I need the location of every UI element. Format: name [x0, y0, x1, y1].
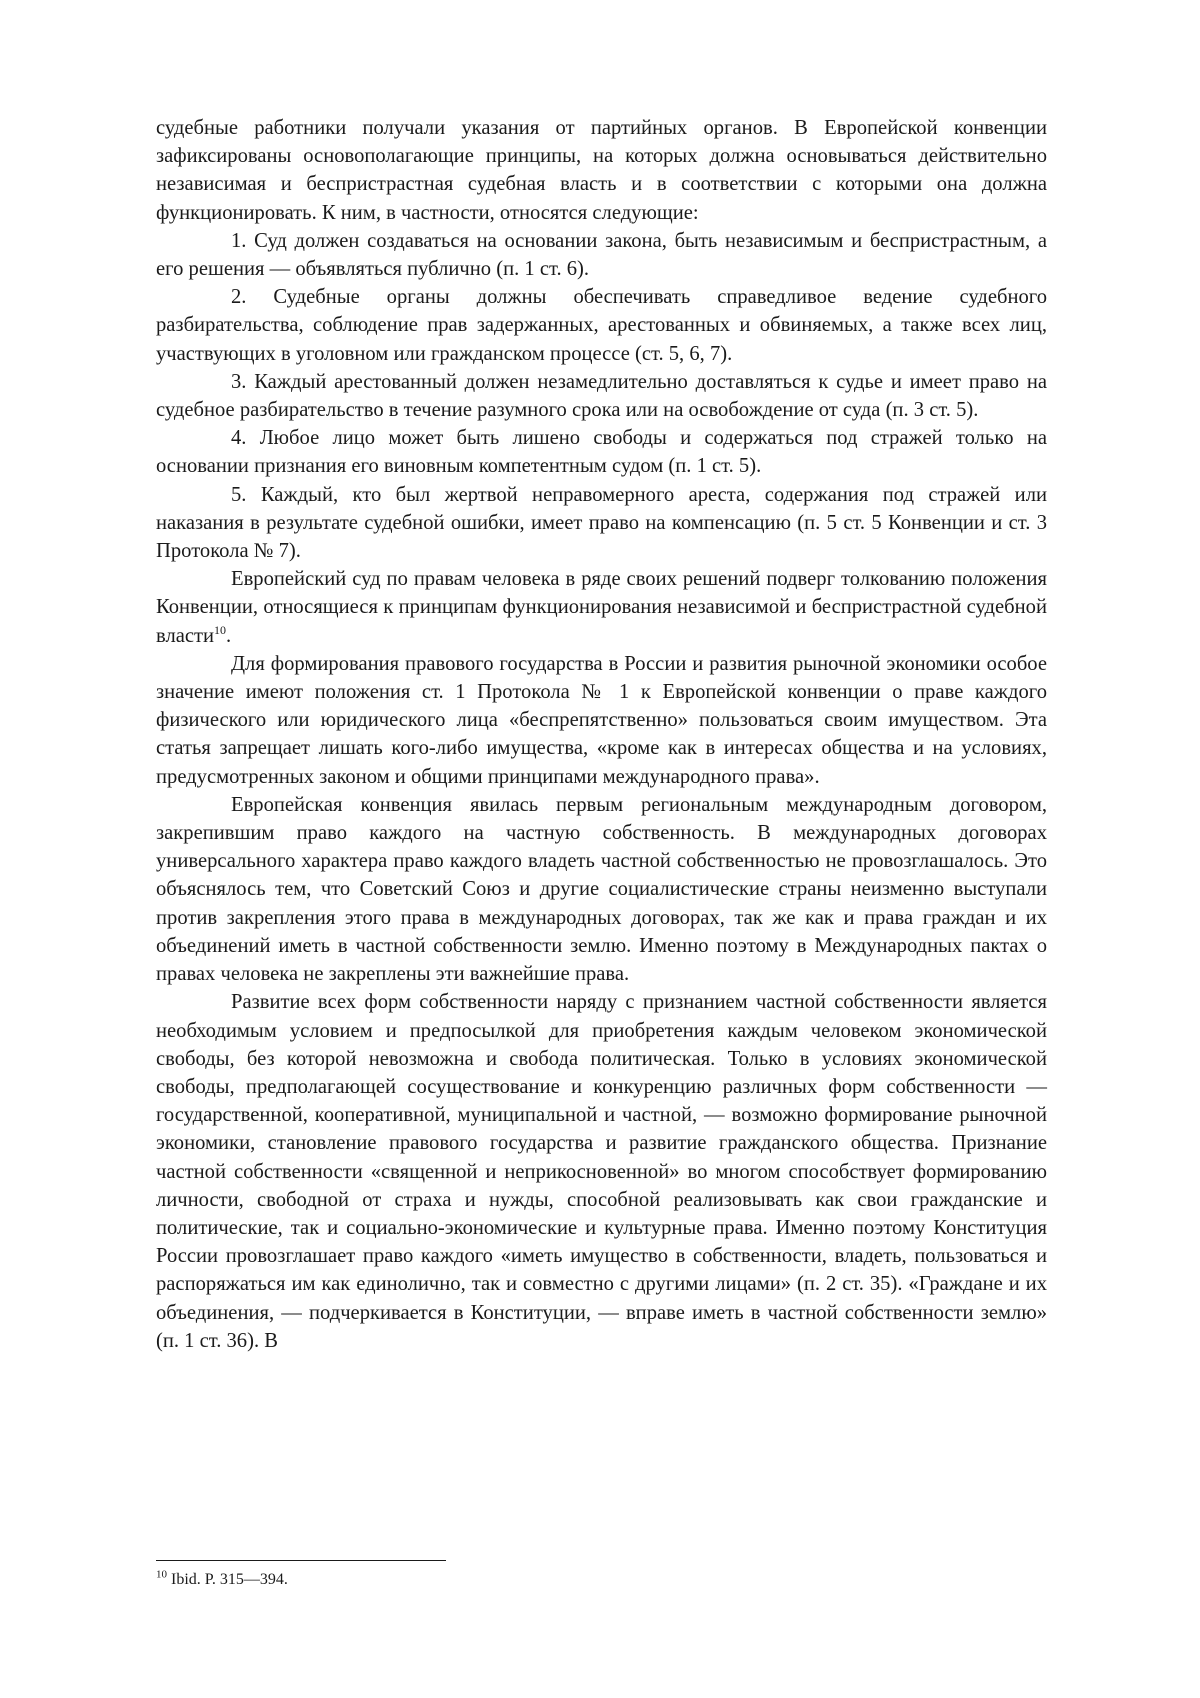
paragraph-forms-of-property: Развитие всех форм собственности наряду с признанием частной собственности является необходимым условием и предпосылкой для приобретения каждым человеком экономической свободы, без которой невозможна и свобода политическая. Только в условиях экономической свободы, предполагающей сосуществование и конкуренцию различных форм собственности — государственной, кооперативной, муниципальной и частной, — возможно формирование рыночной экономики, становление правового государства и развитие гражданского общества. Признание частной собственности «священной и неприкосновенной» во многом способствует формированию личности, свободной от страха и нужды, способной реализовывать как свои гражданские и политические, так и социально-экономические и культурные права. Именно поэтому Конституция России провозглашает право каждого «иметь имущество в собственности, владеть, пользоваться и распоряжаться им как единолично, так и совместно с другими лицами» (п. 2 ст. 35). «Граждане и их объединения, — подчеркивается в Конституции, — вправе иметь в частной собственности землю» (п. 1 ст. 36). В — [156, 988, 1047, 1355]
paragraph-european-court — [156, 565, 1047, 650]
paragraph-principle-4: 4. Любое лицо может быть лишено свободы и содержаться под стражей только на основании признания его виновным компетентным судом (п. 1 ст. 5). — [156, 424, 1047, 480]
paragraph-property-rights: Для формирования правового государства в России и развития рыночной экономики особое значение имеют положения ст. 1 Протокола № 1 к Европейской конвенции о праве каждого физического или юридического лица «беспрепятственно» пользоваться своим имуществом. Эта статья запрещает лишать кого-либо имущества, «кроме как в интересах общества и на условиях, предусмотренных законом и общими принципами международного права». — [156, 650, 1047, 791]
paragraph-principle-5: 5. Каждый, кто был жертвой неправомерного ареста, содержания под стражей или наказания в результате судебной ошибки, имеет право на компенсацию (п. 5 ст. 5 Конвенции и ст. 3 Протокола № 7). — [156, 481, 1047, 566]
body-text — [156, 114, 1047, 1355]
paragraph-regional-treaty: Европейская конвенция явилась первым региональным международным договором, закрепившим право каждого на частную собственность. В международных договорах универсального характера право каждого владеть частной собственностью не провозглашалось. Это объяснялось тем, что Советский Союз и другие социалистические страны неизменно выступали против закрепления этого права в международных договорах, так же как и права граждан и их объединений иметь в частной собственности землю. Именно поэтому в Международных пактах о правах человека не закреплены эти важнейшие права. — [156, 791, 1047, 988]
footnote-divider — [156, 1560, 446, 1561]
footnote — [156, 1570, 756, 1590]
paragraph-principle-1: 1. Суд должен создаваться на основании закона, быть независимым и беспристрастным, а его решения — объявляться публично (п. 1 ст. 6). — [156, 227, 1047, 283]
paragraph-principle-2: 2. Судебные органы должны обеспечивать справедливое ведение судебного разбирательства, соблюдение прав задержанных, арестованных и обвиняемых, а также всех лиц, участвующих в уголовном или гражданском процессе (ст. 5, 6, 7). — [156, 283, 1047, 368]
paragraph-principle-3: 3. Каждый арестованный должен незамедлительно доставляться к судье и имеет право на судебное разбирательство в течение разумного срока или на освобождение от суда (п. 3 ст. 5). — [156, 368, 1047, 424]
footnote-reference: 10 — [214, 623, 226, 637]
document-page — [0, 0, 1200, 1698]
paragraph-intro: судебные работники получали указания от партийных органов. В Европейской конвенции зафиксированы основополагающие принципы, на которых должна основываться действительно независимая и беспристрастная судебная власть и в соответствии с которыми она должна функционировать. К ним, в частности, относятся следующие: — [156, 114, 1047, 227]
european-court-text: Европейский суд по правам человека в ряде своих решений подверг толкованию положения Конвенции, относящиеся к принципам функционирования независимой и беспристрастной судебной власти — [156, 568, 1047, 646]
footnote-marker: 10 — [156, 1569, 167, 1581]
footnote-reference-period: . — [226, 625, 231, 647]
footnote-text: Ibid. P. 315—394. — [167, 1571, 288, 1588]
